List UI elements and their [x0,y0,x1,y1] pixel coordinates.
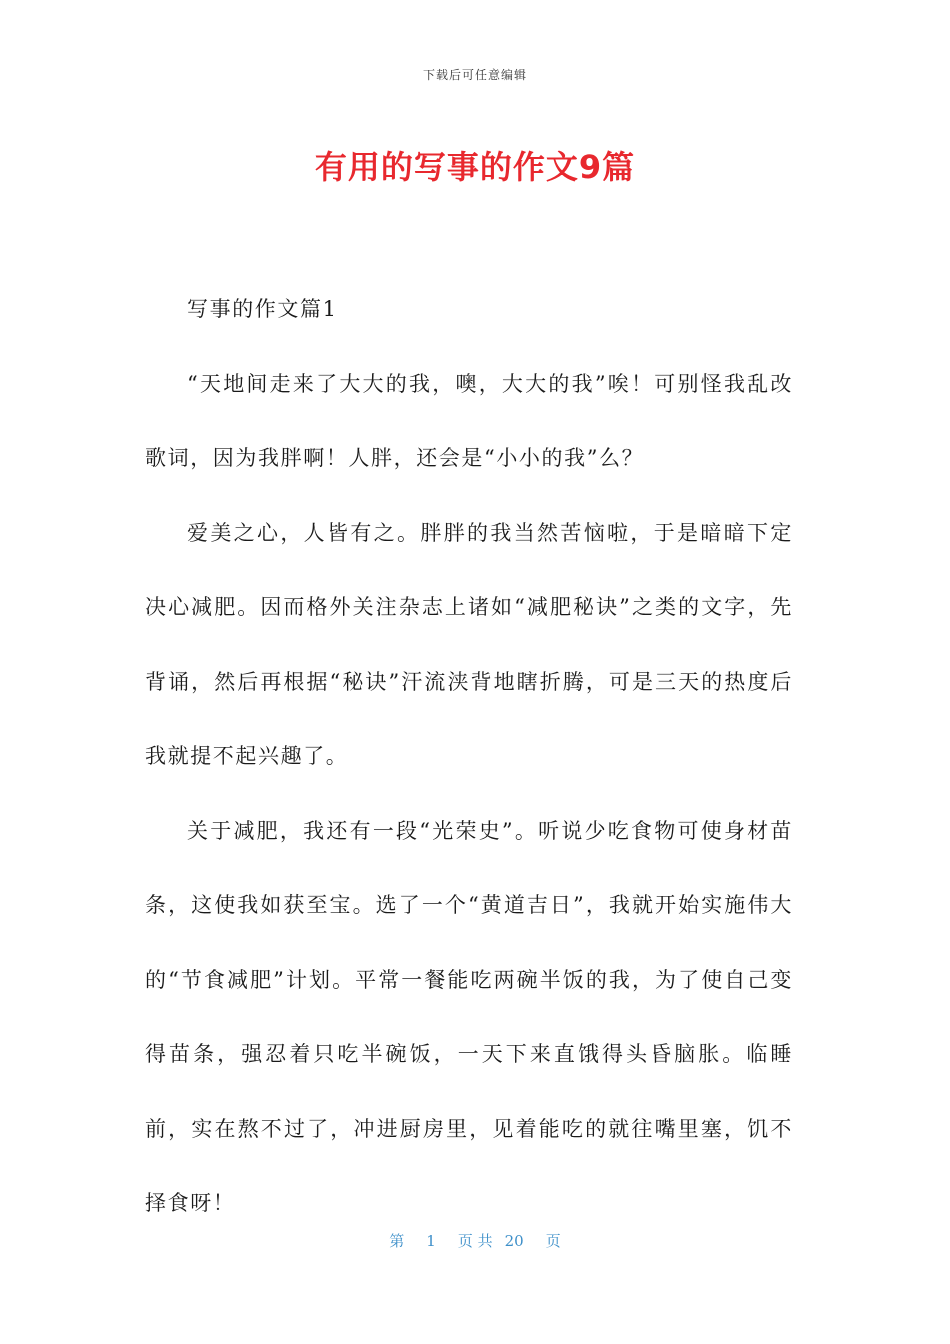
page-footer [0,1230,950,1251]
footer-page-mid: 页 共 [457,1232,493,1250]
body-paragraph: “天地间走来了大大的我，噢，大大的我”唉！可别怪我乱改歌词，因为我胖啊！人胖，还会是“小小的我”么？ [145,371,793,470]
section-heading: 写事的作文篇1 [187,297,338,321]
page-header-note: 下载后可任意编辑 [422,68,527,82]
body-paragraph: 爱美之心，人皆有之。胖胖的我当然苦恼啦，于是暗暗下定决心减肥。因而格外关注杂志上诸如“减肥秘诀”之类的文字，先背诵，然后再根据“秘诀”汗流浃背地瞎折腾，可是三天的热度后我就提不起兴趣了。 [145,520,793,768]
body-paragraph: 关于减肥，我还有一段“光荣史”。听说少吃食物可使身材苗条，这使我如获至宝。选了一个“黄道吉日”，我就开始实施伟大的“节食减肥”计划。平常一餐能吃两碗半饭的我，为了使自己变得苗条，强忍着只吃半碗饭，一天下来直饿得头昏脑胀。临睡前，实在熬不过了，冲进厨房里，见着能吃的就往嘴里塞，饥不择食呀！ [145,818,793,1215]
footer-page-number: 1 [426,1232,436,1250]
footer-page-prefix: 第 [389,1232,405,1250]
footer-page-suffix: 页 [545,1232,561,1250]
document-title: 有用的写事的作文9篇 [314,148,636,186]
document-body [145,272,793,1241]
footer-total-pages: 20 [504,1232,524,1250]
